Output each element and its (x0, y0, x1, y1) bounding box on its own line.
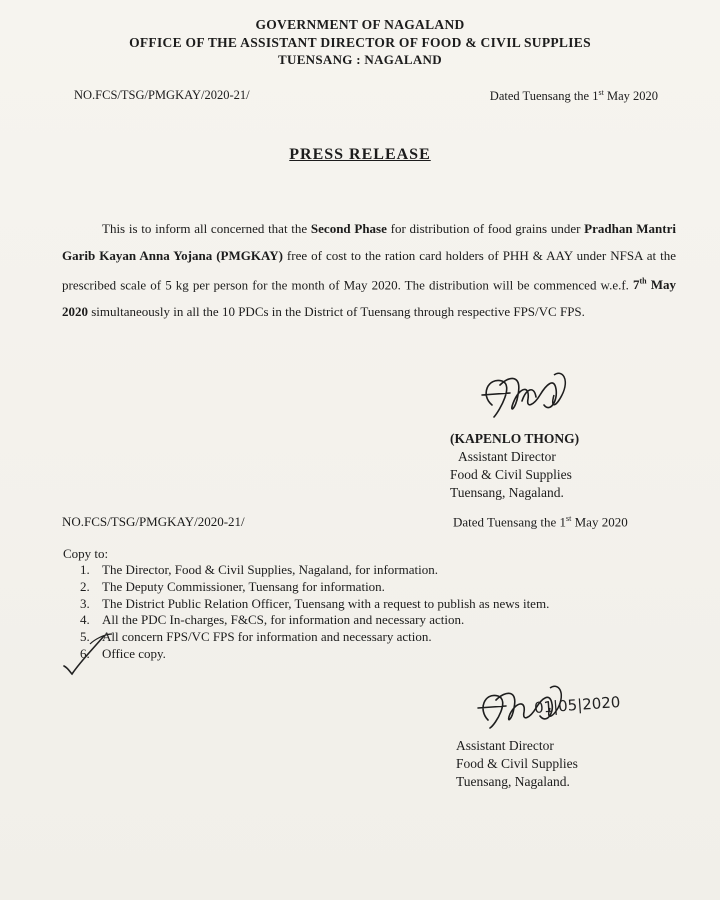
checkmark-icon (60, 632, 120, 680)
list-item-text: Office copy. (102, 645, 166, 661)
reference-number-top: NO.FCS/TSG/PMGKAY/2020-21/ (74, 88, 250, 102)
list-item-text: The Director, Food & Civil Supplies, Nagaland, for information. (102, 562, 438, 577)
date-top-suffix: May 2020 (603, 89, 658, 104)
handwritten-date: 01|05|2020 (533, 693, 621, 717)
body-paragraph (62, 216, 676, 325)
signatory-designation: Assistant Director (458, 449, 556, 464)
list-item (80, 612, 549, 629)
list-item (80, 596, 549, 613)
copy-to-list (80, 562, 549, 663)
list-item-text: The District Public Relation Officer, Tuensang with a request to publish as news item. (102, 595, 550, 611)
date-bottom (453, 514, 628, 530)
reference-number-bottom: NO.FCS/TSG/PMGKAY/2020-21/ (62, 514, 245, 529)
header-office: OFFICE OF THE ASSISTANT DIRECTOR OF FOOD & CIVIL SUPPLIES (129, 35, 591, 50)
signatory-block (450, 430, 579, 502)
body-bold-day: 7 (633, 277, 640, 293)
body-bold-phase: Second Phase (310, 221, 387, 236)
list-item-text: All concern FPS/VC FPS for information and necessary action. (102, 629, 432, 645)
signatory-name: (KAPENLO THONG) (450, 431, 580, 446)
signatory2-department: Food & Civil Supplies (456, 756, 578, 771)
signatory-department: Food & Civil Supplies (450, 467, 572, 482)
body-bold-month: May 2020 (62, 277, 676, 319)
list-item (80, 562, 549, 579)
list-item (80, 646, 549, 663)
date-bottom-suffix: May 2020 (571, 514, 628, 530)
date-bottom-sup: st (566, 514, 572, 523)
date-top-sup: st (598, 88, 604, 97)
body-bold-scheme: Pradhan Mantri Garib Kayan Anna Yojana (PMGKAY) (62, 221, 676, 263)
list-item-number: 4. (80, 612, 90, 628)
list-item-number: 6. (80, 645, 90, 661)
signatory-location: Tuensang, Nagaland. (450, 485, 564, 500)
list-item-number: 5. (80, 629, 90, 645)
copy-to-heading: Copy to: (63, 546, 109, 561)
list-item (80, 629, 549, 646)
header-government: GOVERNMENT OF NAGALAND (255, 17, 465, 32)
date-top (490, 88, 658, 104)
body-bold-day-sup: th (639, 277, 647, 286)
body-text-1: This is to inform all concerned that the (102, 221, 311, 236)
signature-1 (470, 365, 580, 435)
title-text: PRESS RELEASE (289, 146, 431, 163)
list-item-text: All the PDC In-charges, F&CS, for information and necessary action. (102, 612, 465, 628)
date-top-prefix: Dated Tuensang the 1 (489, 89, 599, 104)
header-location: TUENSANG : NAGALAND (278, 52, 442, 67)
list-item-number: 3. (80, 595, 90, 611)
signatory2-location: Tuensang, Nagaland. (456, 774, 570, 789)
list-item-number: 2. (80, 578, 90, 594)
signatory-block-2 (456, 737, 578, 791)
list-item (80, 579, 549, 596)
date-bottom-prefix: Dated Tuensang the 1 (453, 514, 567, 530)
list-item-number: 1. (80, 562, 90, 577)
signatory2-designation: Assistant Director (456, 738, 554, 753)
list-item-text: The Deputy Commissioner, Tuensang for information. (102, 578, 385, 594)
body-text-2: for distribution of food grains under (386, 221, 585, 236)
press-release-title (0, 146, 720, 164)
body-text-3: free of cost to the ration card holders of PHH & AAY under NFSA at the prescribed scale of 5 kg per person for the month of May 2020. The distribution will be commenced w.e.f. (62, 247, 676, 293)
body-text-4: simultaneously in all the 10 PDCs in the District of Tuensang through respective FPS/VC FPS. (88, 303, 585, 319)
